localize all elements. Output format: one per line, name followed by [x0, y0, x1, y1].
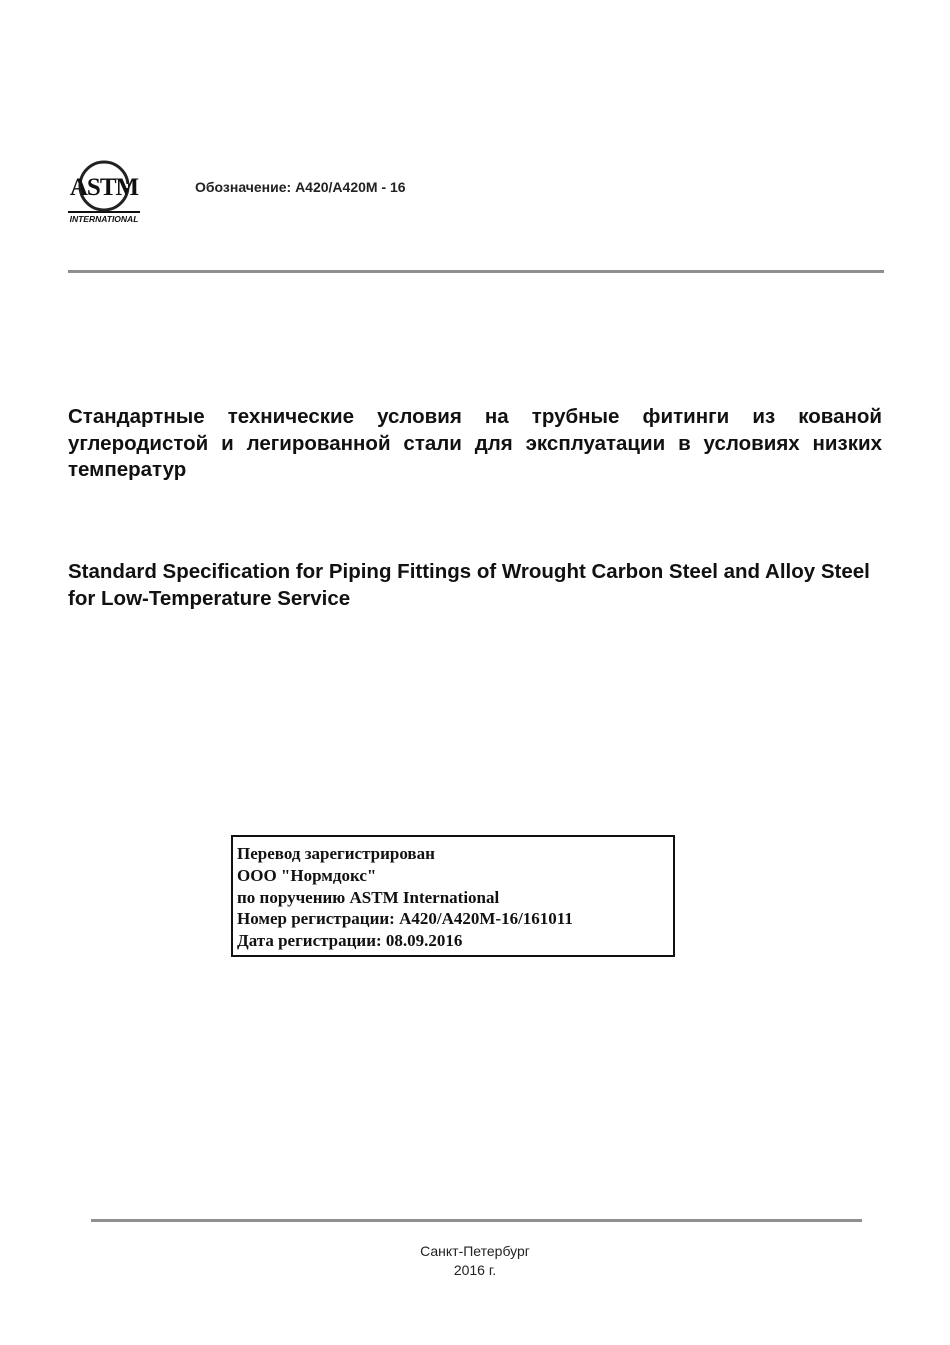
header-divider: [68, 270, 884, 273]
title-russian: Стандартные технические условия на трубные фитинги из кованой углеродистой и легированной стали для эксплуатации в условиях низких температур: [68, 405, 882, 481]
svg-text:ASTM: ASTM: [69, 174, 139, 201]
footer-year: 2016 г.: [453, 1262, 497, 1278]
registration-line-commission: по поручению ASTM International: [237, 887, 500, 907]
title-english: Standard Specification for Piping Fittings of Wrought Carbon Steel and Alloy Steel for Low-Temperature Service: [68, 560, 870, 610]
document-designation: Обозначение: A420/A420M - 16: [195, 179, 406, 195]
registration-line-company: ООО "Нормдокс": [237, 865, 377, 885]
footer: [0, 1242, 950, 1280]
footer-city: Санкт-Петербург: [420, 1243, 530, 1259]
registration-box: [231, 835, 675, 957]
registration-line-date: Дата регистрации: 08.09.2016: [237, 931, 463, 951]
registration-line-translated: Перевод зарегистрирован: [237, 844, 435, 863]
footer-divider: [91, 1219, 862, 1222]
astm-logo: [66, 160, 142, 226]
registration-line-number: Номер регистрации: A420/A420M-16/161011: [237, 909, 573, 929]
svg-text:INTERNATIONAL: INTERNATIONAL: [69, 214, 139, 224]
